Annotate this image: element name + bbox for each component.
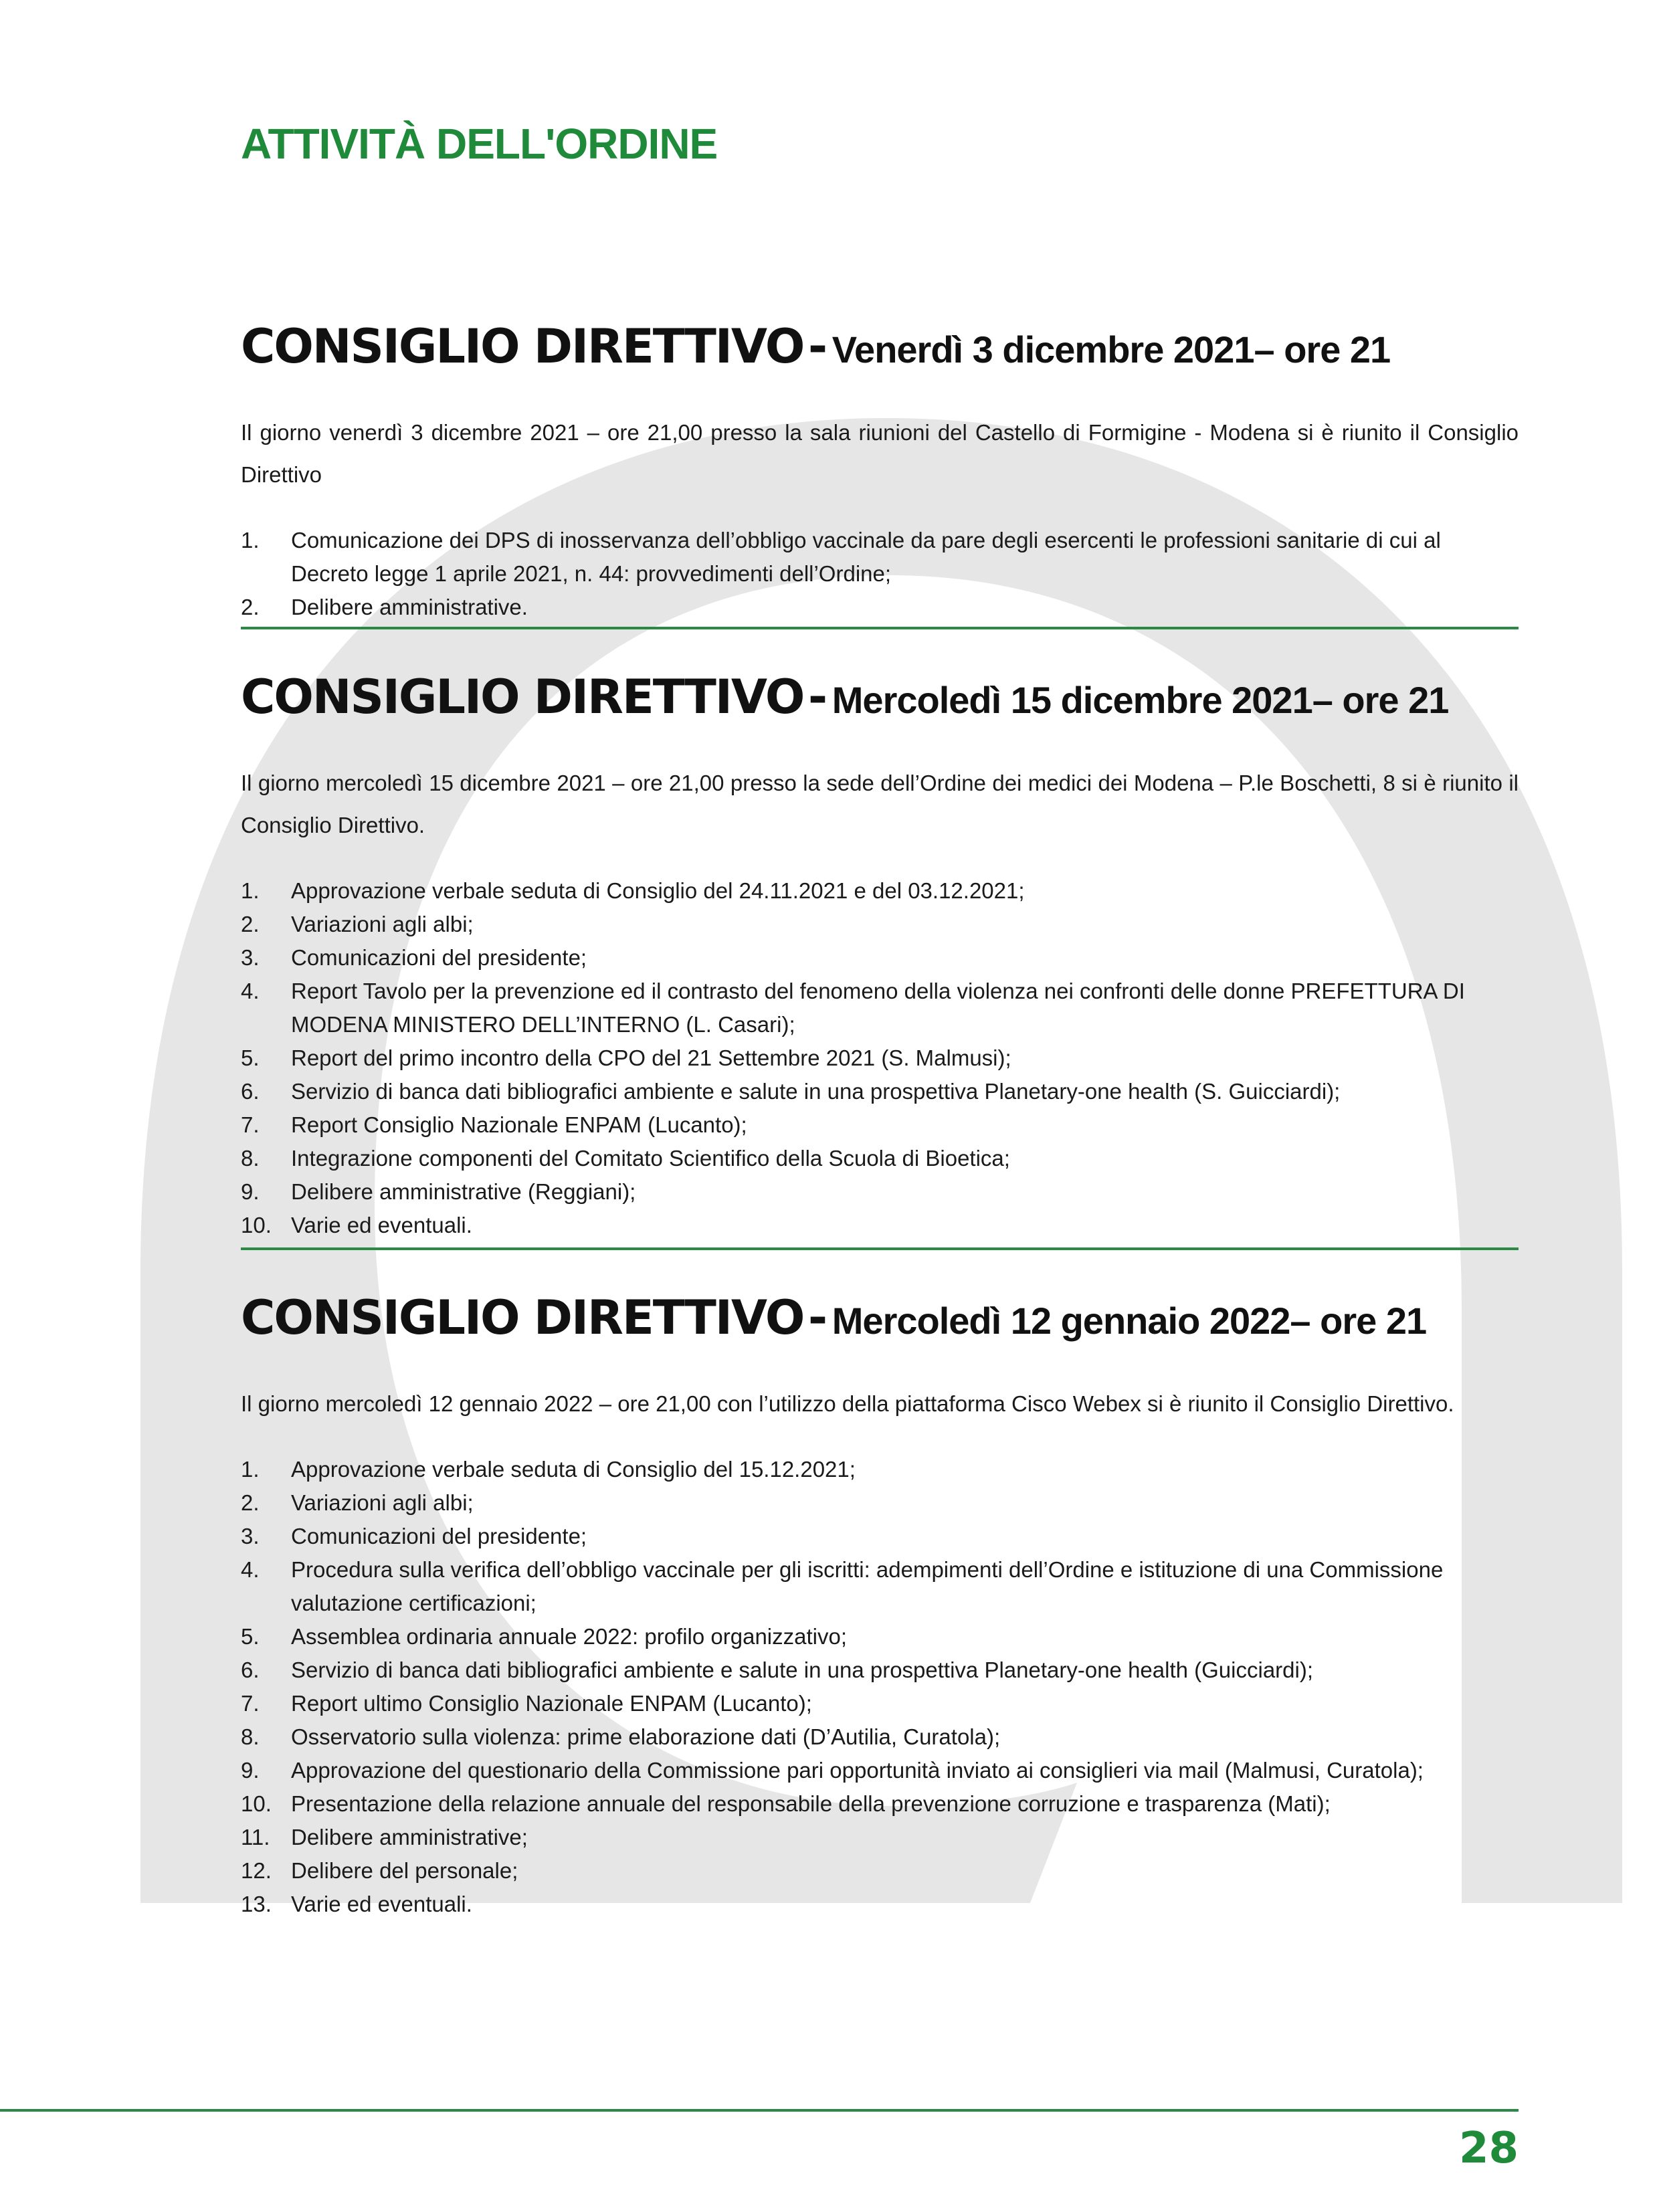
- agenda-item-number: 2.: [241, 912, 260, 936]
- meeting-intro: Il giorno venerdì 3 dicembre 2021 – ore 21,00 presso la sala riunioni del Castello di Formigine - Modena si è riunito il Consiglio Direttivo: [241, 420, 1519, 487]
- agenda-item-text: Varie ed eventuali.: [291, 1213, 472, 1237]
- agenda-item-text: Integrazione componenti del Comitato Scientifico della Scuola di Bioetica;: [291, 1146, 1010, 1171]
- meeting-date: Mercoledì 15 dicembre 2021– ore 21: [832, 679, 1449, 721]
- agenda-item: [241, 1888, 1519, 1921]
- agenda-item-text: Assemblea ordinaria annuale 2022: profilo organizzativo;: [291, 1624, 848, 1649]
- meeting-title-main: CONSIGLIO DIRETTIVO: [241, 670, 804, 724]
- agenda-item-number: 3.: [241, 945, 260, 970]
- agenda-item-text: Procedura sulla verifica dell’obbligo vaccinale per gli iscritti: adempimenti dell’Ordine e istituzione di una Commissione valutazione certificazioni;: [291, 1557, 1444, 1615]
- meeting-title-main: CONSIGLIO DIRETTIVO: [241, 1290, 804, 1345]
- agenda-item-text: Comunicazioni del presidente;: [291, 945, 587, 970]
- meeting-2021-12-03: [241, 319, 1519, 624]
- meeting-title-separator: -: [808, 1290, 828, 1345]
- agenda-list: [241, 524, 1519, 624]
- agenda-item: [241, 1854, 1519, 1888]
- agenda-item: [241, 1453, 1519, 1486]
- agenda-item-number: 2.: [241, 595, 260, 619]
- meeting-title: [241, 1290, 1519, 1345]
- agenda-item-text: Presentazione della relazione annuale del responsabile della prevenzione corruzione e trasparenza (Mati);: [291, 1791, 1331, 1816]
- agenda-item: [241, 1787, 1519, 1821]
- agenda-item: [241, 1687, 1519, 1720]
- agenda-item-number: 8.: [241, 1146, 260, 1171]
- agenda-item-number: 8.: [241, 1724, 260, 1749]
- agenda-item-number: 12.: [241, 1858, 272, 1883]
- meeting-date: Mercoledì 12 gennaio 2022– ore 21: [832, 1300, 1427, 1342]
- agenda-item-number: 2.: [241, 1490, 260, 1515]
- agenda-item: [241, 1821, 1519, 1854]
- agenda-item: [241, 1041, 1519, 1075]
- agenda-item-text: Delibere amministrative.: [291, 595, 528, 619]
- section-header: ATTIVITÀ DELL'ORDINE: [241, 120, 718, 168]
- agenda-item: [241, 874, 1519, 908]
- section-divider: [241, 627, 1519, 629]
- agenda-item-text: Approvazione verbale seduta di Consiglio del 15.12.2021;: [291, 1457, 856, 1482]
- agenda-list: [241, 874, 1519, 1242]
- meeting-title-main: CONSIGLIO DIRETTIVO: [241, 319, 804, 374]
- agenda-item-number: 7.: [241, 1691, 260, 1716]
- agenda-item-text: Report del primo incontro della CPO del 21 Settembre 2021 (S. Malmusi);: [291, 1045, 1011, 1070]
- agenda-item: [241, 1486, 1519, 1520]
- meeting-title: [241, 319, 1519, 374]
- agenda-item: [241, 1142, 1519, 1175]
- page-number: 28: [1458, 2124, 1519, 2173]
- agenda-item-text: Varie ed eventuali.: [291, 1892, 472, 1916]
- meeting-title: [241, 670, 1519, 724]
- agenda-item: [241, 1720, 1519, 1754]
- agenda-item-number: 1.: [241, 528, 260, 552]
- agenda-item-number: 5.: [241, 1045, 260, 1070]
- agenda-item: [241, 908, 1519, 941]
- meeting-intro: Il giorno mercoledì 12 gennaio 2022 – ore 21,00 con l’utilizzo della piattaforma Cisco Webex si è riunito il Consiglio Direttivo.: [241, 1391, 1454, 1416]
- agenda-item-text: Report Consiglio Nazionale ENPAM (Lucanto);: [291, 1112, 747, 1137]
- agenda-item: [241, 975, 1519, 1041]
- agenda-item-text: Servizio di banca dati bibliografici ambiente e salute in una prospettiva Planetary-one health (S. Guicciardi);: [291, 1079, 1341, 1104]
- agenda-item-number: 11.: [241, 1825, 270, 1849]
- agenda-item-text: Delibere amministrative;: [291, 1825, 528, 1849]
- agenda-item-number: 6.: [241, 1657, 260, 1682]
- agenda-item-number: 6.: [241, 1079, 260, 1104]
- agenda-item-text: Variazioni agli albi;: [291, 1490, 474, 1515]
- meeting-intro: Il giorno mercoledì 15 dicembre 2021 – ore 21,00 presso la sede dell’Ordine dei medici dei Modena – P.le Boschetti, 8 si è riunito il Consiglio Direttivo.: [241, 771, 1519, 837]
- agenda-item-number: 4.: [241, 1557, 260, 1582]
- agenda-item-number: 5.: [241, 1624, 260, 1649]
- agenda-item-number: 9.: [241, 1758, 260, 1783]
- agenda-item: [241, 1075, 1519, 1108]
- agenda-item-number: 7.: [241, 1112, 260, 1137]
- meeting-2022-01-12: [241, 1290, 1519, 1921]
- agenda-item-text: Comunicazioni del presidente;: [291, 1524, 587, 1548]
- agenda-item-text: Report ultimo Consiglio Nazionale ENPAM (Lucanto);: [291, 1691, 812, 1716]
- footer-divider: [0, 2109, 1519, 2112]
- agenda-item: [241, 1553, 1519, 1620]
- agenda-item-text: Delibere del personale;: [291, 1858, 518, 1883]
- agenda-item: [241, 524, 1519, 591]
- agenda-item-text: Comunicazione dei DPS di inosservanza dell’obbligo vaccinale da pare degli esercenti le professioni sanitarie di cui al Decreto legge 1 aprile 2021, n. 44: provvedimenti dell’Ordine;: [291, 528, 1441, 586]
- agenda-item: [241, 1653, 1519, 1687]
- meeting-date: Venerdì 3 dicembre 2021– ore 21: [832, 328, 1391, 371]
- agenda-item: [241, 1209, 1519, 1242]
- agenda-item: [241, 941, 1519, 975]
- agenda-item-number: 4.: [241, 979, 260, 1003]
- meeting-title-separator: -: [808, 319, 828, 374]
- agenda-list: [241, 1453, 1519, 1921]
- agenda-item-text: Report Tavolo per la prevenzione ed il contrasto del fenomeno della violenza nei confronti delle donne PREFETTURA DI MODENA MINISTERO DELL’INTERNO (L. Casari);: [291, 979, 1465, 1037]
- agenda-item-number: 3.: [241, 1524, 260, 1548]
- agenda-item-text: Delibere amministrative (Reggiani);: [291, 1179, 636, 1204]
- section-divider: [241, 1247, 1519, 1250]
- agenda-item: [241, 1175, 1519, 1209]
- agenda-item-text: Osservatorio sulla violenza: prime elaborazione dati (D’Autilia, Curatola);: [291, 1724, 1001, 1749]
- agenda-item-number: 10.: [241, 1213, 272, 1237]
- agenda-item-text: Variazioni agli albi;: [291, 912, 474, 936]
- agenda-item-text: Servizio di banca dati bibliografici ambiente e salute in una prospettiva Planetary-one health (Guicciardi);: [291, 1657, 1314, 1682]
- meeting-2021-12-15: [241, 670, 1519, 1242]
- agenda-item: [241, 1754, 1519, 1787]
- agenda-item: [241, 1108, 1519, 1142]
- agenda-item-number: 10.: [241, 1791, 272, 1816]
- agenda-item: [241, 1520, 1519, 1553]
- meeting-title-separator: -: [808, 670, 828, 724]
- agenda-item-text: Approvazione verbale seduta di Consiglio del 24.11.2021 e del 03.12.2021;: [291, 878, 1025, 903]
- agenda-item-text: Approvazione del questionario della Commissione pari opportunità inviato ai consiglieri via mail (Malmusi, Curatola);: [291, 1758, 1424, 1783]
- agenda-item-number: 9.: [241, 1179, 260, 1204]
- agenda-item-number: 1.: [241, 1457, 260, 1482]
- agenda-item: [241, 591, 1519, 624]
- agenda-item-number: 13.: [241, 1892, 272, 1916]
- agenda-item: [241, 1620, 1519, 1653]
- agenda-item-number: 1.: [241, 878, 260, 903]
